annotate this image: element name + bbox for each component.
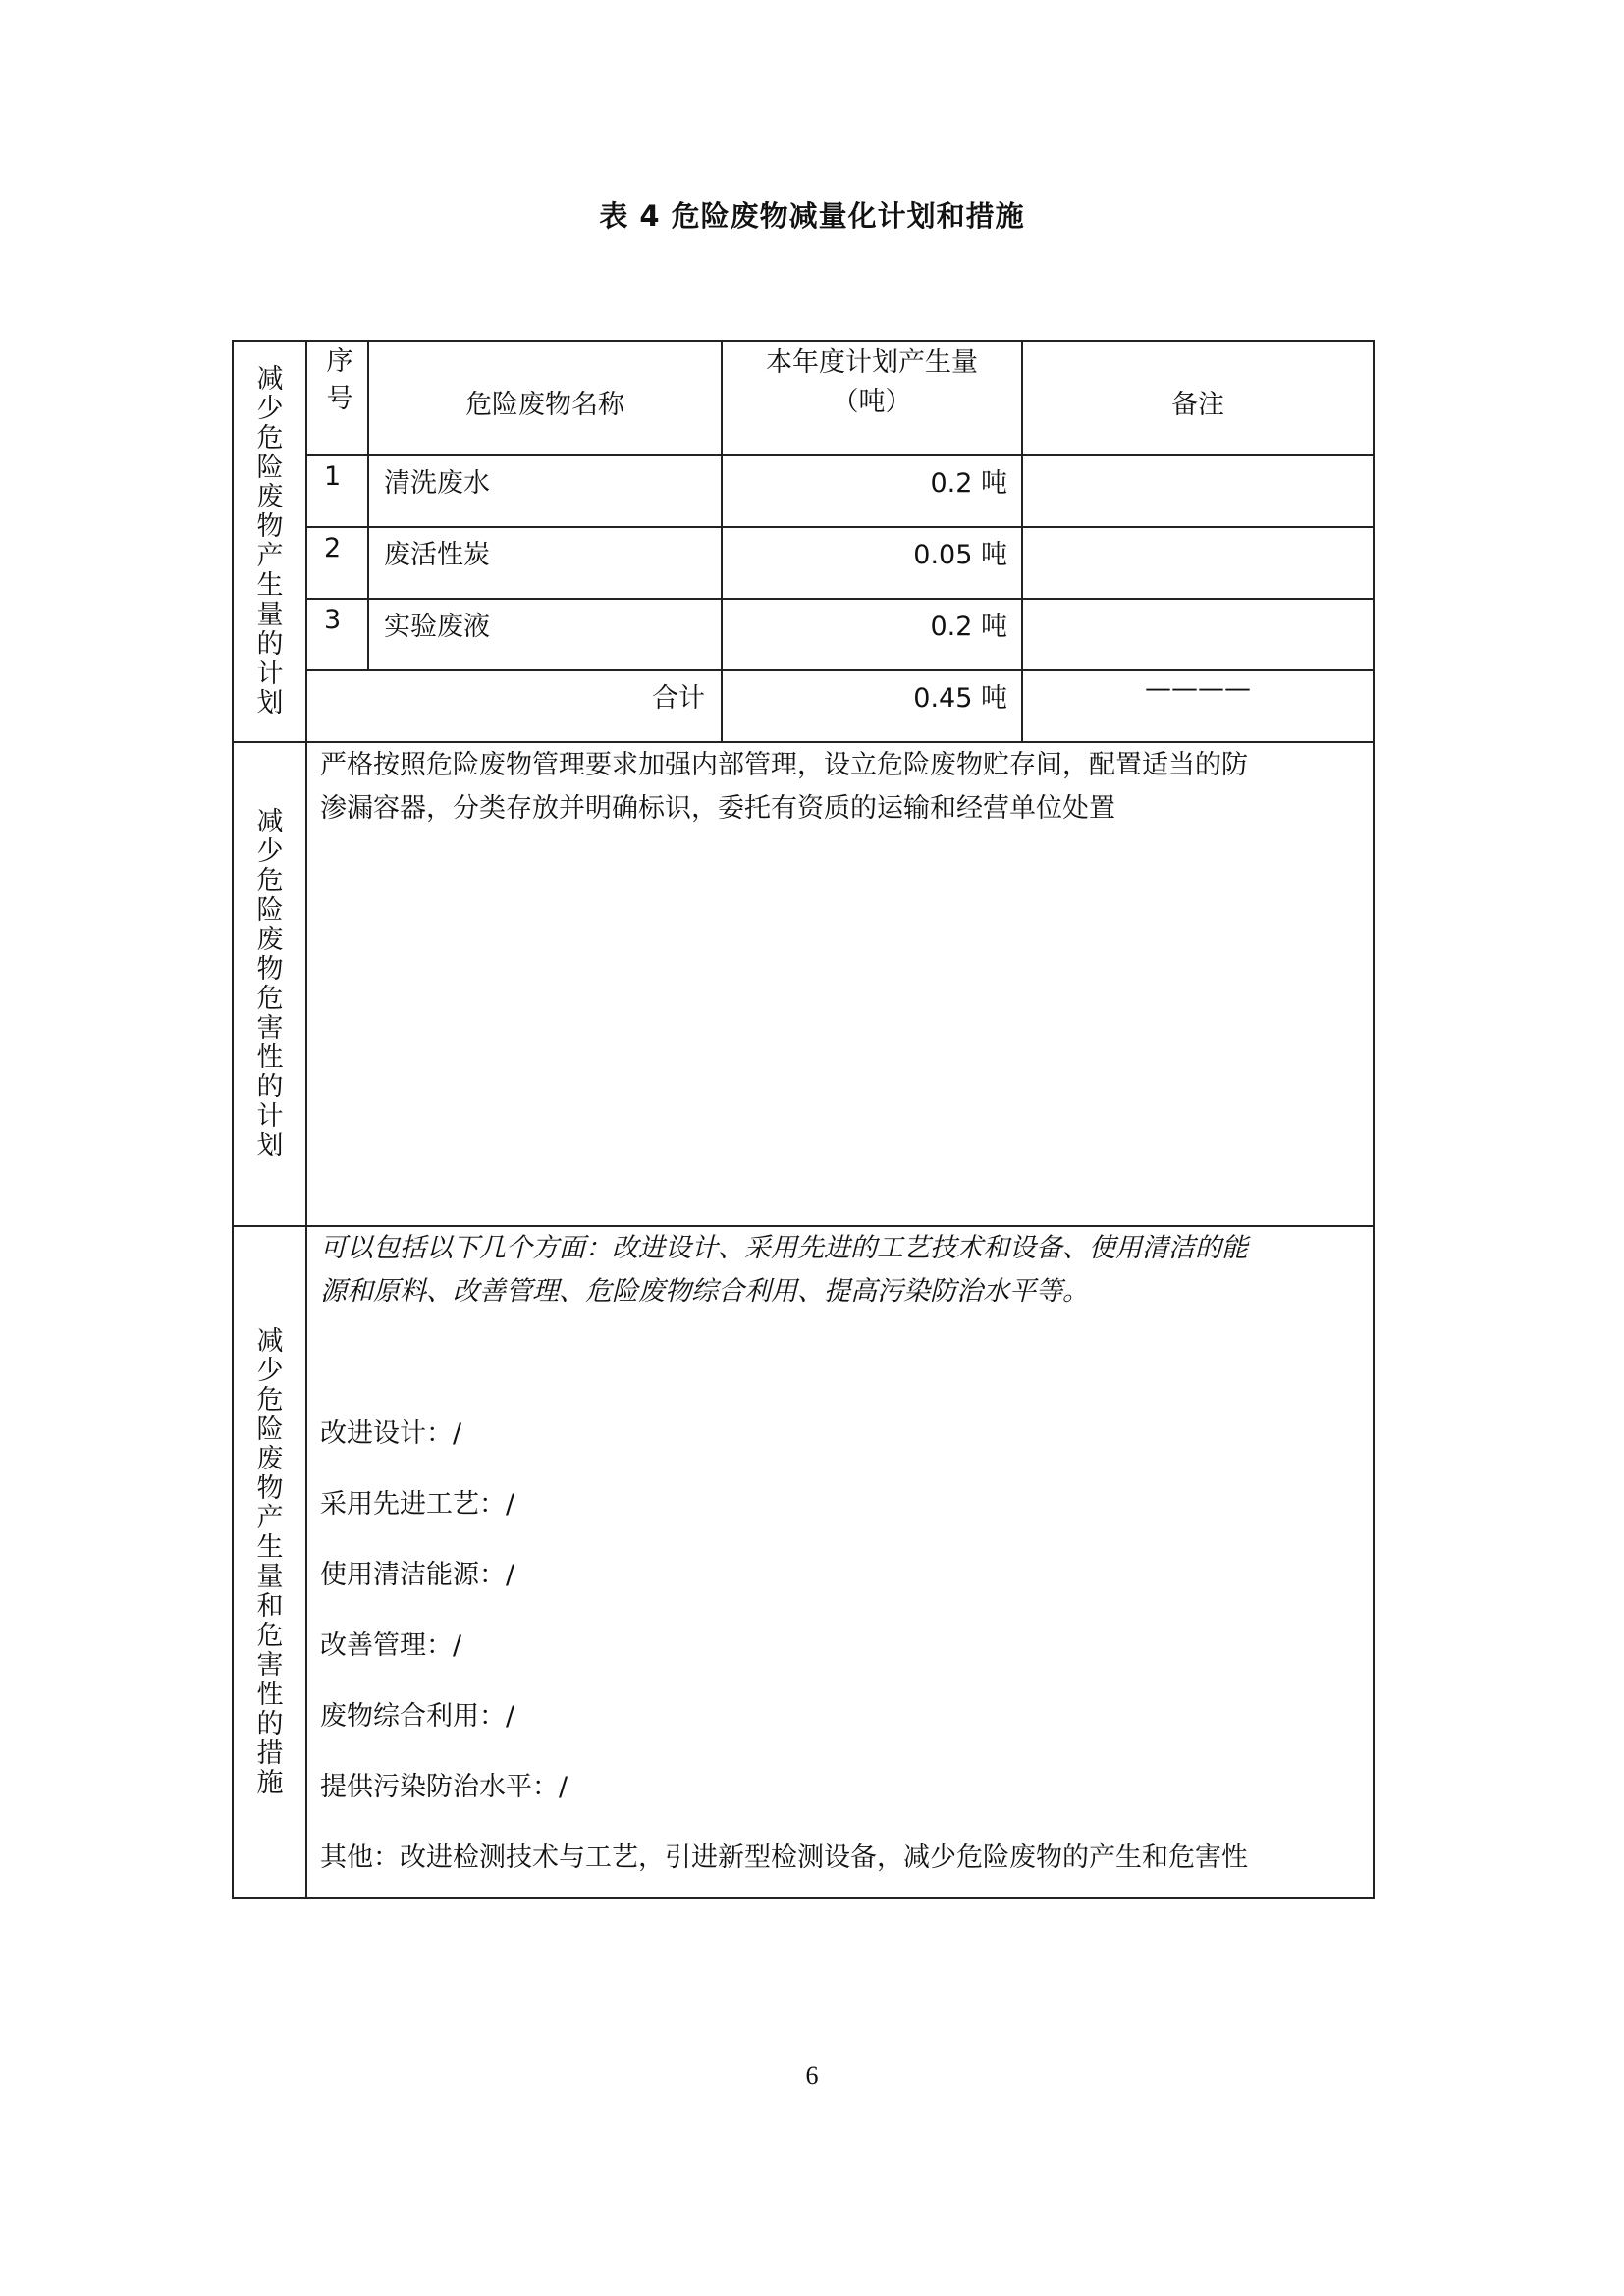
row-amount: 0.05 吨 [913,540,1007,570]
row-seq: 2 [324,533,342,563]
header-amount: 本年度计划产生量 （吨） [766,347,978,417]
divider [305,669,1375,671]
header-name: 危险废物名称 [465,390,624,420]
row-seq: 3 [324,605,342,635]
measure-item: 使用清洁能源：/ [320,1560,515,1590]
section3-intro: 可以包括以下几个方面：改进设计、采用先进的工艺技术和设备、使用清洁的能 源和原料、改善管理、危险废物综合利用、提高污染防治水平等。 [320,1233,1248,1307]
divider [305,454,1375,456]
header-remark: 备注 [1171,390,1224,420]
measure-item: 改进设计：/ [320,1418,462,1449]
row-name: 清洗废水 [384,468,490,499]
header-seq: 序 号 [326,347,353,414]
measure-item: 提供污染防治水平：/ [320,1772,568,1802]
measure-item: 废物综合利用：/ [320,1701,515,1732]
row-amount: 0.2 吨 [930,612,1007,642]
section1-label: 减 少 危 险 废 物 产 生 量 的 计 划 [256,363,284,719]
section3-label: 减 少 危 险 废 物 产 生 量 和 危 害 性 的 措 施 [256,1326,284,1798]
measure-item: 其他：改进检测技术与工艺，引进新型检测设备，减少危险废物的产生和危害性 [320,1842,1248,1873]
page-number: 6 [805,2061,819,2090]
measure-item: 采用先进工艺：/ [320,1489,515,1520]
total-remark: ———— [1145,673,1251,704]
divider [305,598,1375,600]
measure-item: 改善管理：/ [320,1630,462,1661]
table-frame [232,340,1375,1899]
section2-text: 严格按照危险废物管理要求加强内部管理，设立危险废物贮存间，配置适当的防 渗漏容器，分类存放并明确标识，委托有资质的运输和经营单位处置 [320,750,1248,824]
row-name: 实验废液 [384,612,490,642]
row-amount: 0.2 吨 [930,468,1007,499]
divider [305,526,1375,528]
section2-label: 减 少 危 险 废 物 危 害 性 的 计 划 [256,806,284,1161]
row-seq: 1 [324,461,342,492]
row-name: 废活性炭 [384,540,490,570]
total-amount: 0.45 吨 [913,683,1007,714]
total-label: 合计 [652,683,705,714]
page-title: 表 4 危险废物减量化计划和措施 [599,199,1025,233]
divider [232,741,1375,743]
